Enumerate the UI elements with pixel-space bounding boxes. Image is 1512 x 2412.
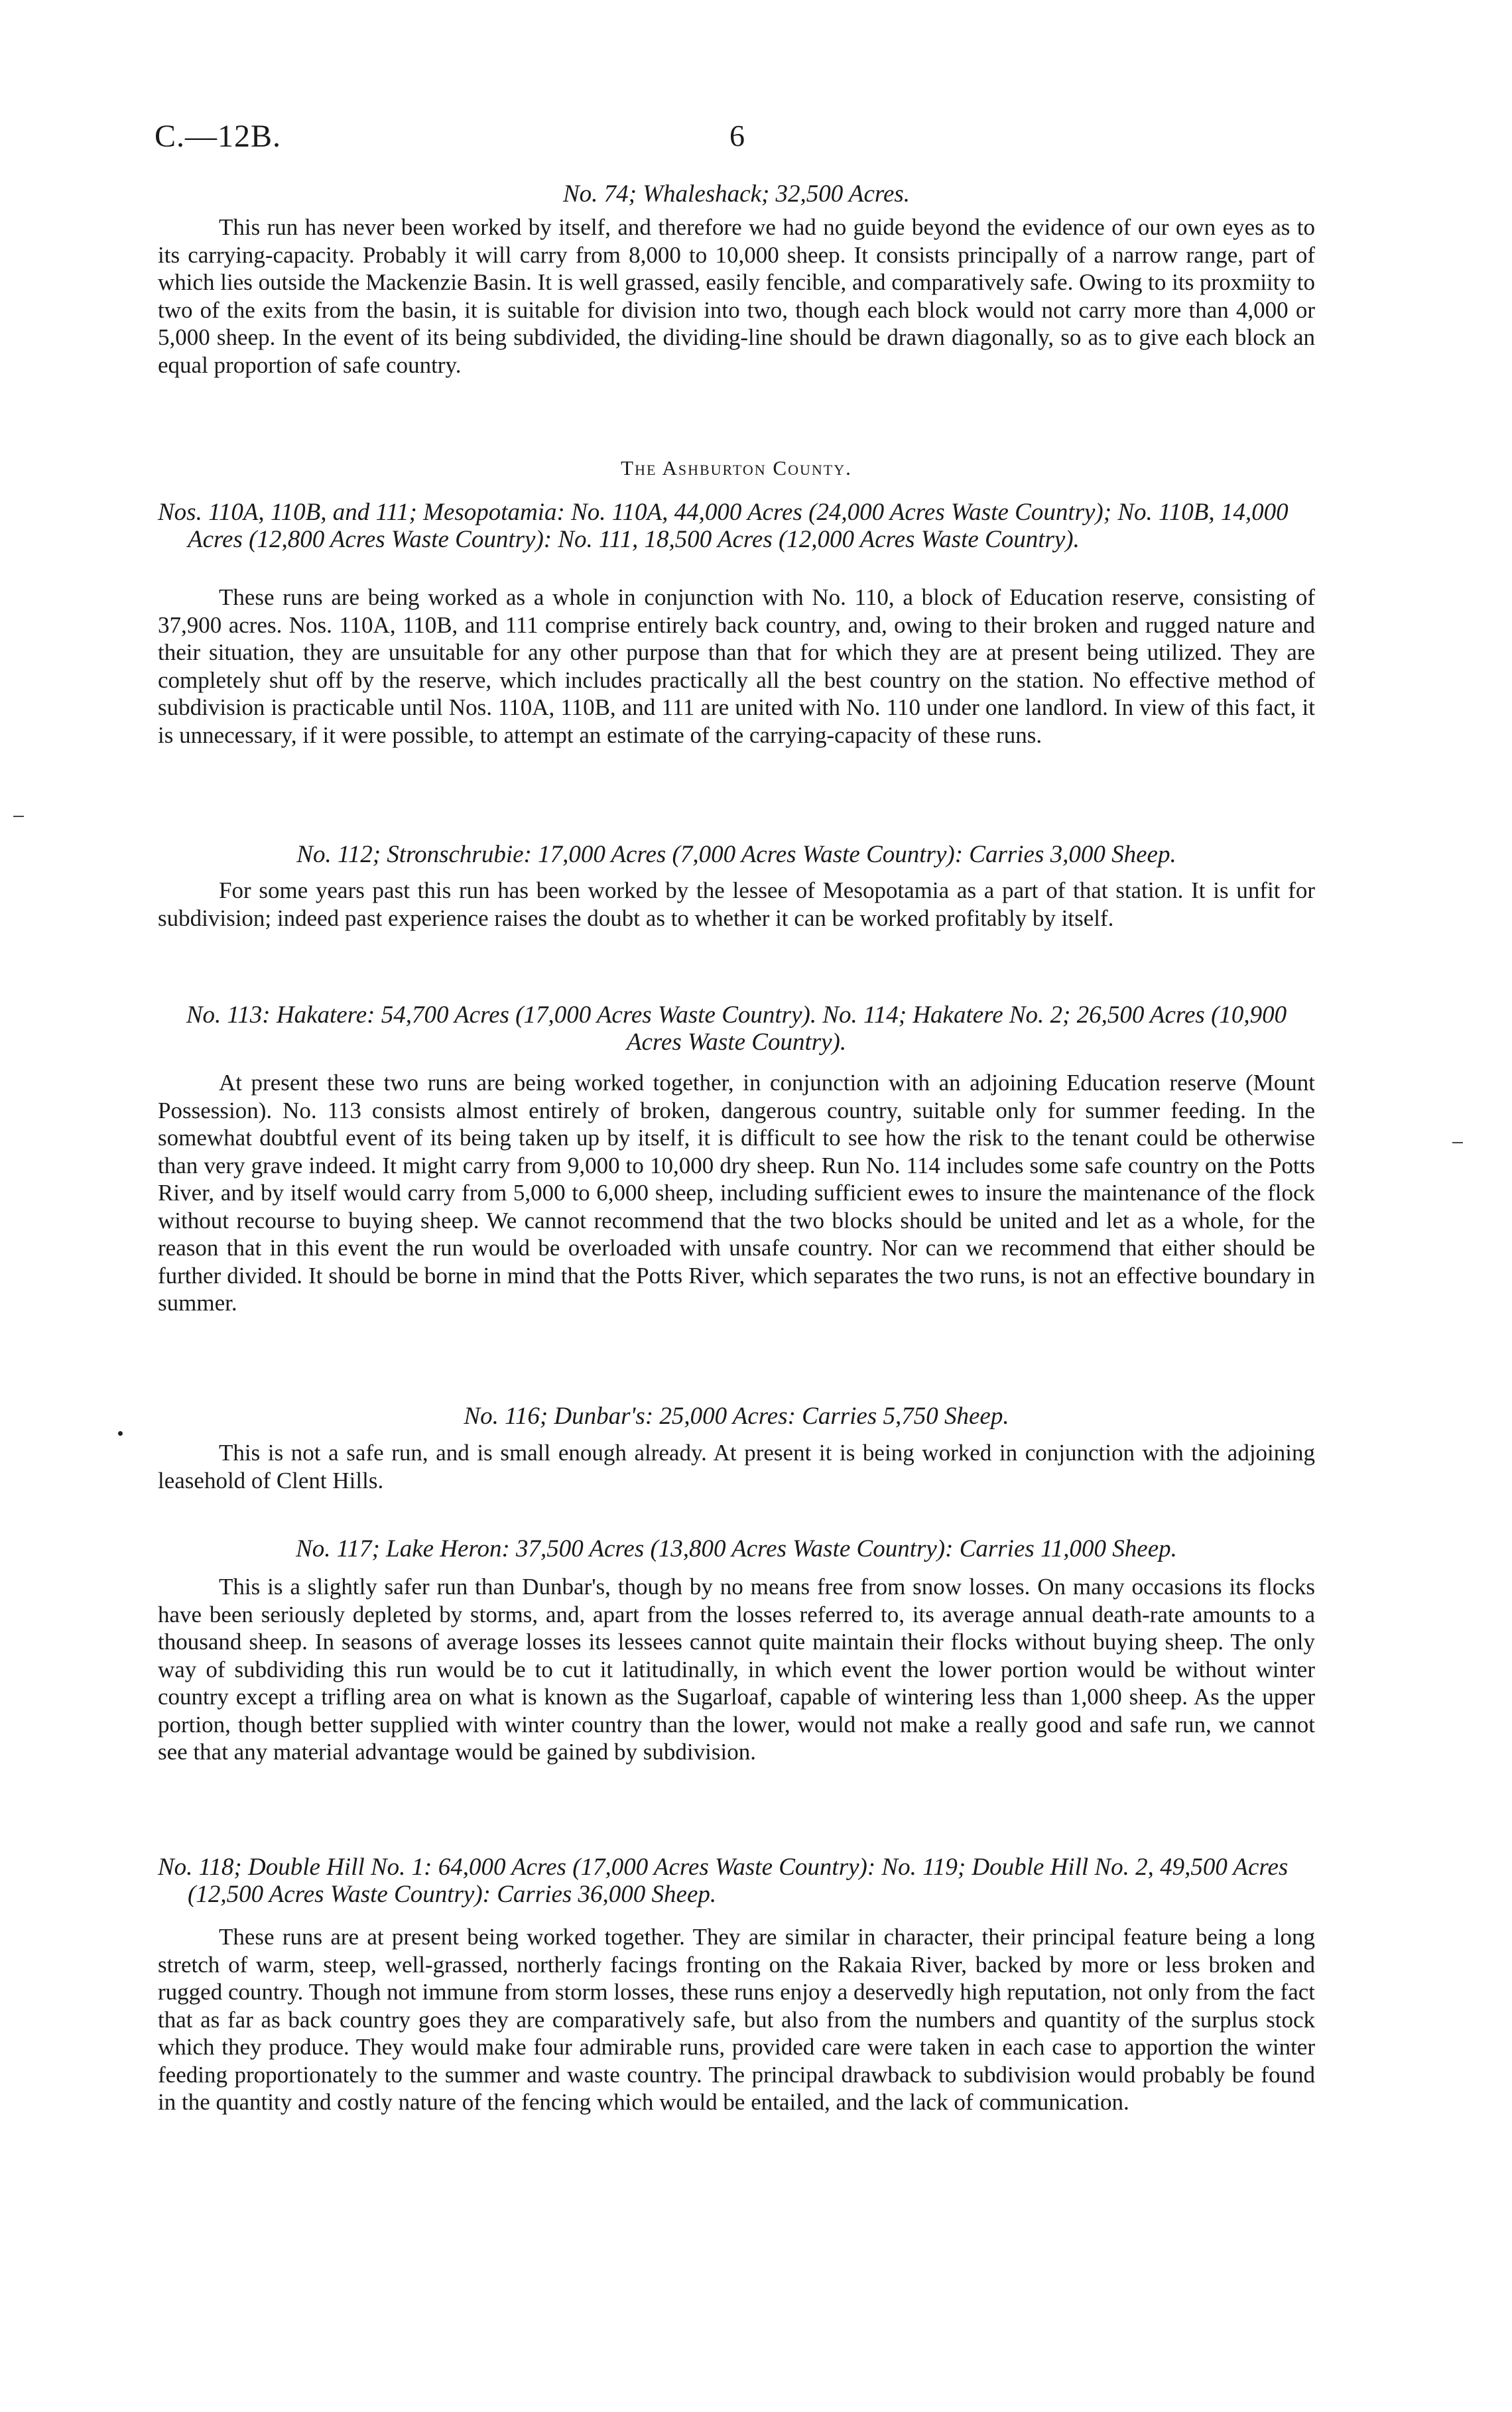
section-heading-no-74: No. 74; Whaleshack; 32,500 Acres. — [562, 180, 911, 208]
section-paragraph-nos-118-119: These runs are at present being worked together. They are similar in character, their principal feature being a long stretch of warm, steep, well-grassed, northerly facings fronting on the Rakaia River, backed by more or less broken and rugged country. Though not immune from storm losses, these runs enjoy a deservedly high reputation, not only from the fact that as far as back country goes they are comparatively safe, but also from the numbers and quantity of the surplus stock which they produce. They would make four admirable runs, provided care were taken in each case to apportion the winter feeding proportionately to the summer and waste country. The principal drawback to subdivision would probably be found in the quantity and costly nature of the fencing which would be entailed, and the lack of communication. — [158, 1924, 1315, 2115]
report-reference: C.—12B. — [155, 119, 282, 154]
page-number: 6 — [729, 119, 745, 153]
scan-dot-mark — [118, 1431, 123, 1436]
section-heading-no-112: No. 112; Stronschrubie: 17,000 Acres (7,000 Acres Waste Country): Carries 3,000 Sheep. — [296, 841, 1176, 868]
section-paragraph-no-112: For some years past this run has been worked by the lessee of Mesopotamia as a part of that station. It is unfit for subdivision; indeed past experience raises the doubt as to whether it can be worked profitably by itself. — [158, 877, 1315, 931]
section-heading-nos-113-114: No. 113: Hakatere: 54,700 Acres (17,000 Acres Waste Country). No. 114; Hakatere No. 2; 26,500 Acres (10,900 Acres Waste Country). — [186, 1001, 1287, 1056]
county-heading: The Ashburton County. — [621, 456, 852, 479]
section-heading-nos-118-119: No. 118; Double Hill No. 1: 64,000 Acres (17,000 Acres Waste Country): No. 119; Double Hill No. 2, 49,500 Acres (12,500 Acres Waste Country): Carries 36,000 Sheep. — [158, 1854, 1289, 1908]
section-heading-nos-110-111: Nos. 110A, 110B, and 111; Mesopotamia: No. 110A, 44,000 Acres (24,000 Acres Waste Country); No. 110B, 14,000 Acres (12,800 Acres Waste Country): No. 111, 18,500 Acres (12,000 Acres Waste Country). — [158, 499, 1289, 553]
section-paragraph-nos-110-111: These runs are being worked as a whole in conjunction with No. 110, a block of Education reserve, consisting of 37,900 acres. Nos. 110A, 110B, and 111 comprise entirely back country, and, owing to their broken and rugged nature and their situation, they are unsuitable for any other purpose than that for which they are at present being utilized. They are completely shut off by the reserve, which includes practically all the best country on the station. No effective method of subdivision is practicable until Nos. 110A, 110B, and 111 are united with No. 110 under one landlord. In view of this fact, it is unnecessary, if it were possible, to attempt an estimate of the carrying-capacity of these runs. — [158, 584, 1315, 748]
section-paragraph-nos-113-114: At present these two runs are being worked together, in conjunction with an adjoining Education reserve (Mount Possession). No. 113 consists almost entirely of broken, dangerous country, suitable only for summer feeding. In the somewhat doubtful event of its being taken up by itself, it is difficult to see how the risk to the tenant could be otherwise than very grave indeed. It might carry from 9,000 to 10,000 dry sheep. Run No. 114 includes some safe country on the Potts River, and by itself would carry from 5,000 to 6,000 sheep, including sufficient ewes to insure the maintenance of the flock without recourse to buying sheep. We cannot recommend that the two blocks should be united and let as a whole, for the reason that in this event the run would be overloaded with unsafe country. Nor can we recommend that either should be further divided. It should be borne in mind that the Potts River, which separates the two runs, is not an effective boundary in summer. — [158, 1070, 1315, 1316]
scan-dash-mark — [13, 816, 24, 817]
section-heading-no-116: No. 116; Dunbar's: 25,000 Acres: Carries 5,750 Sheep. — [464, 1403, 1009, 1430]
scan-dash-mark — [1452, 1142, 1463, 1143]
section-paragraph-no-117: This is a slightly safer run than Dunbar's, though by no means free from snow losses. On many occasions its flocks have been seriously depleted by storms, and, apart from the losses referred to, its average annual death-rate amounts to a thousand sheep. In seasons of average losses its lessees cannot quite maintain their flocks without buying sheep. The only way of subdividing this run would be to cut it latitudinally, in which event the lower portion would be without winter country except a trifling area on what is known as the Sugarloaf, capable of wintering less than 1,000 sheep. As the upper portion, though better supplied with winter country than the lower, would not make a really good and safe run, we cannot see that any material advantage would be gained by subdivision. — [158, 1574, 1315, 1765]
section-heading-no-117: No. 117; Lake Heron: 37,500 Acres (13,800 Acres Waste Country): Carries 11,000 Sheep. — [296, 1535, 1177, 1562]
section-paragraph-no-116: This is not a safe run, and is small enough already. At present it is being worked in conjunction with the adjoining leasehold of Clent Hills. — [158, 1440, 1315, 1493]
section-paragraph-no-74: This run has never been worked by itself, and therefore we had no guide beyond the evidence of our own eyes as to its carrying-capacity. Probably it will carry from 8,000 to 10,000 sheep. It consists principally of a narrow range, part of which lies outside the Mackenzie Basin. It is well grassed, easily fencible, and comparatively safe. Owing to its proxmiity to two of the exits from the basin, it is suitable for division into two, though each block would not carry more than 4,000 or 5,000 sheep. In the event of its being subdivided, the dividing-line should be drawn diagonally, so as to give each block an equal proportion of safe country. — [158, 214, 1315, 378]
